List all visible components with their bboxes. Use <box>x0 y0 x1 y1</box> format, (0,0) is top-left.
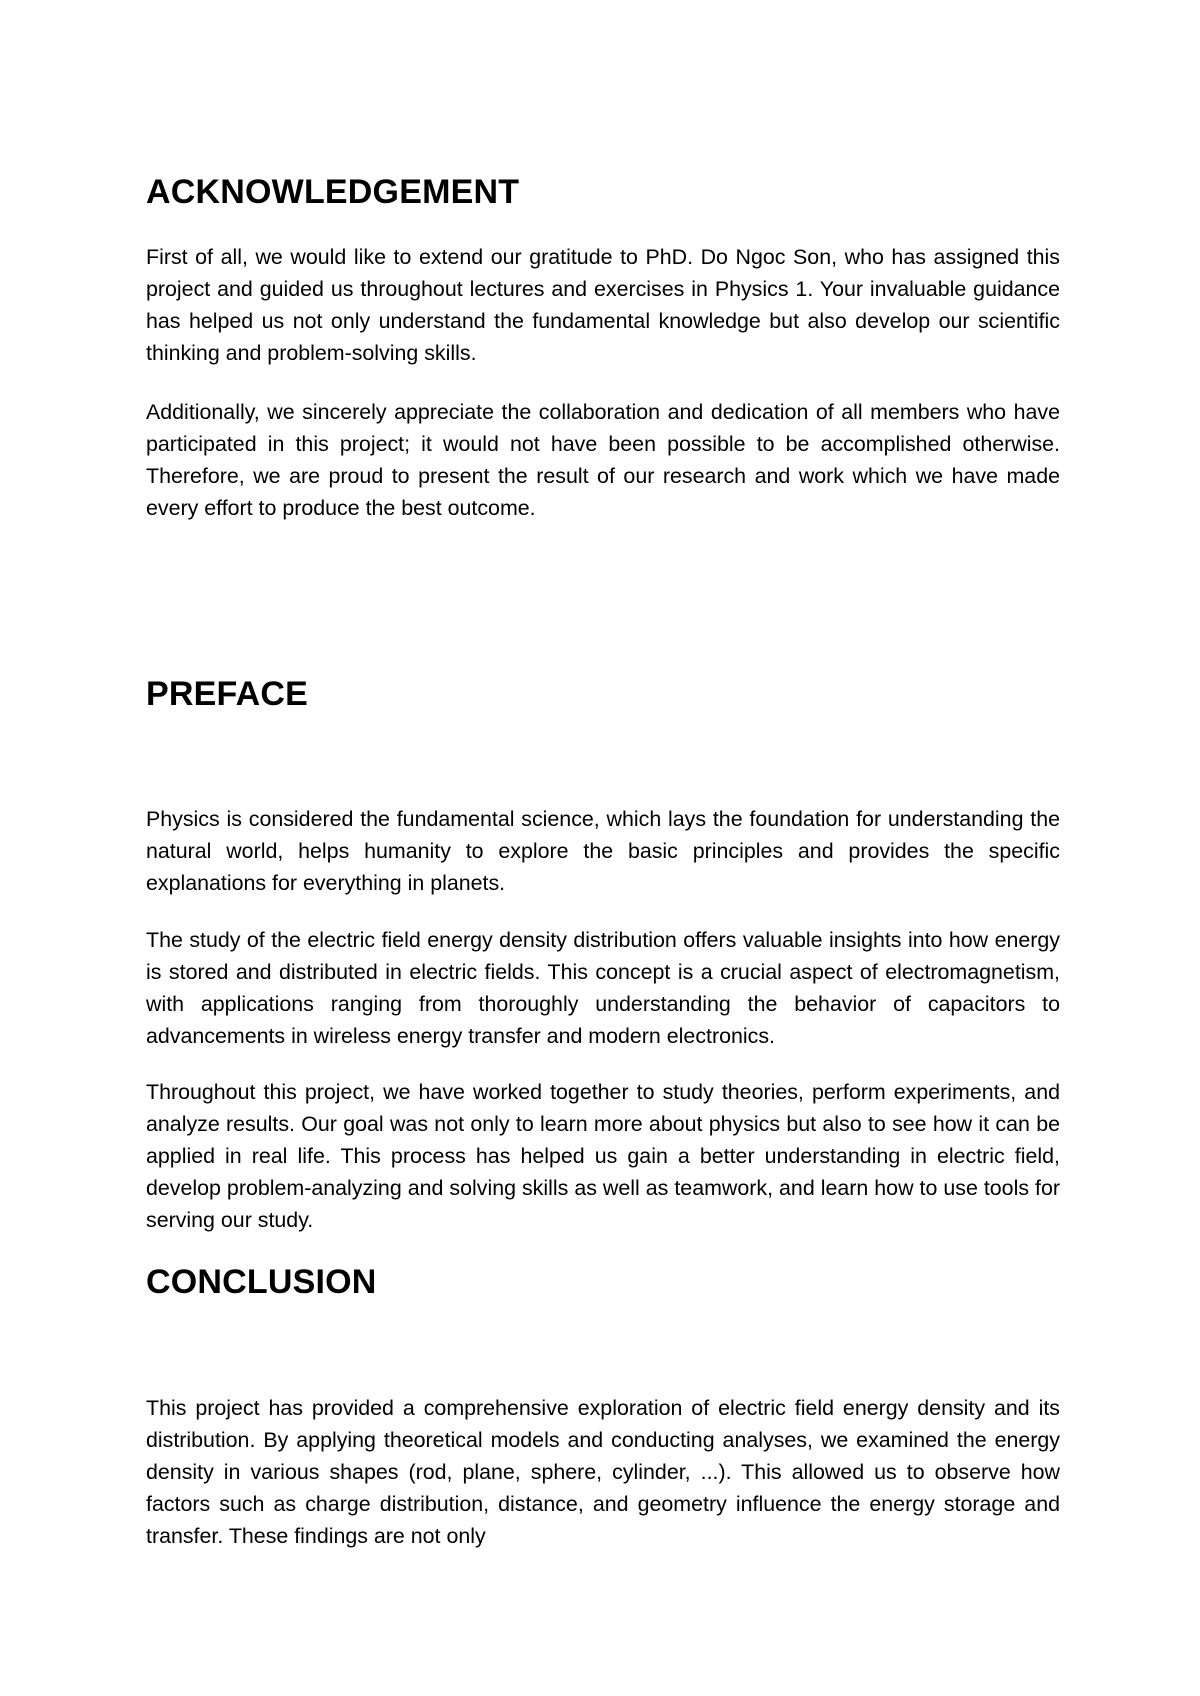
acknowledgement-heading: ACKNOWLEDGEMENT <box>146 173 520 211</box>
acknowledgement-paragraph-2-block <box>146 396 1060 524</box>
preface-section <box>146 674 1060 714</box>
conclusion-heading: CONCLUSION <box>146 1263 377 1301</box>
preface-paragraph-3-block <box>146 1076 1060 1236</box>
acknowledgement-section <box>146 172 1060 212</box>
acknowledgement-paragraph-1-block <box>146 241 1060 369</box>
conclusion-section <box>146 1262 1060 1302</box>
acknowledgement-paragraph: Additionally, we sincerely appreciate the collaboration and dedication of all members who have participated in this project; it would not have been possible to be accomplished otherwise. Therefore, we are proud to present the result of our research and work which we have made every effort to produce the best outcome. <box>146 400 1060 520</box>
preface-paragraph: The study of the electric field energy density distribution offers valuable insights into how energy is stored and distributed in electric fields. This concept is a crucial aspect of electromagnetism, with applications ranging from thoroughly understanding the behavior of capacitors to advancements in wireless energy transfer and modern electronics. <box>146 928 1060 1048</box>
preface-paragraph: Physics is considered the fundamental science, which lays the foundation for understanding the natural world, helps humanity to explore the basic principles and provides the specific explanations for everything in planets. <box>146 807 1060 895</box>
conclusion-paragraph-1-block <box>146 1392 1060 1552</box>
preface-paragraph-1-block <box>146 803 1060 899</box>
conclusion-paragraph: This project has provided a comprehensive exploration of electric field energy density and its distribution. By applying theoretical models and conducting analyses, we examined the energy density in various shapes (rod, plane, sphere, cylinder, ...). This allowed us to observe how factors such as charge distribution, distance, and geometry influence the energy storage and transfer. These findings are not only <box>146 1396 1060 1548</box>
preface-paragraph-2-block <box>146 924 1060 1052</box>
preface-paragraph: Throughout this project, we have worked together to study theories, perform experiments, and analyze results. Our goal was not only to learn more about physics but also to see how it can be applied in real life. This process has helped us gain a better understanding in electric field, develop problem-analyzing and solving skills as well as teamwork, and learn how to use tools for serving our study. <box>146 1080 1060 1232</box>
preface-heading: PREFACE <box>146 675 308 713</box>
acknowledgement-paragraph: First of all, we would like to extend our gratitude to PhD. Do Ngoc Son, who has assigned this project and guided us throughout lectures and exercises in Physics 1. Your invaluable guidance has helped us not only understand the fundamental knowledge but also develop our scientific thinking and problem-solving skills. <box>146 245 1060 365</box>
